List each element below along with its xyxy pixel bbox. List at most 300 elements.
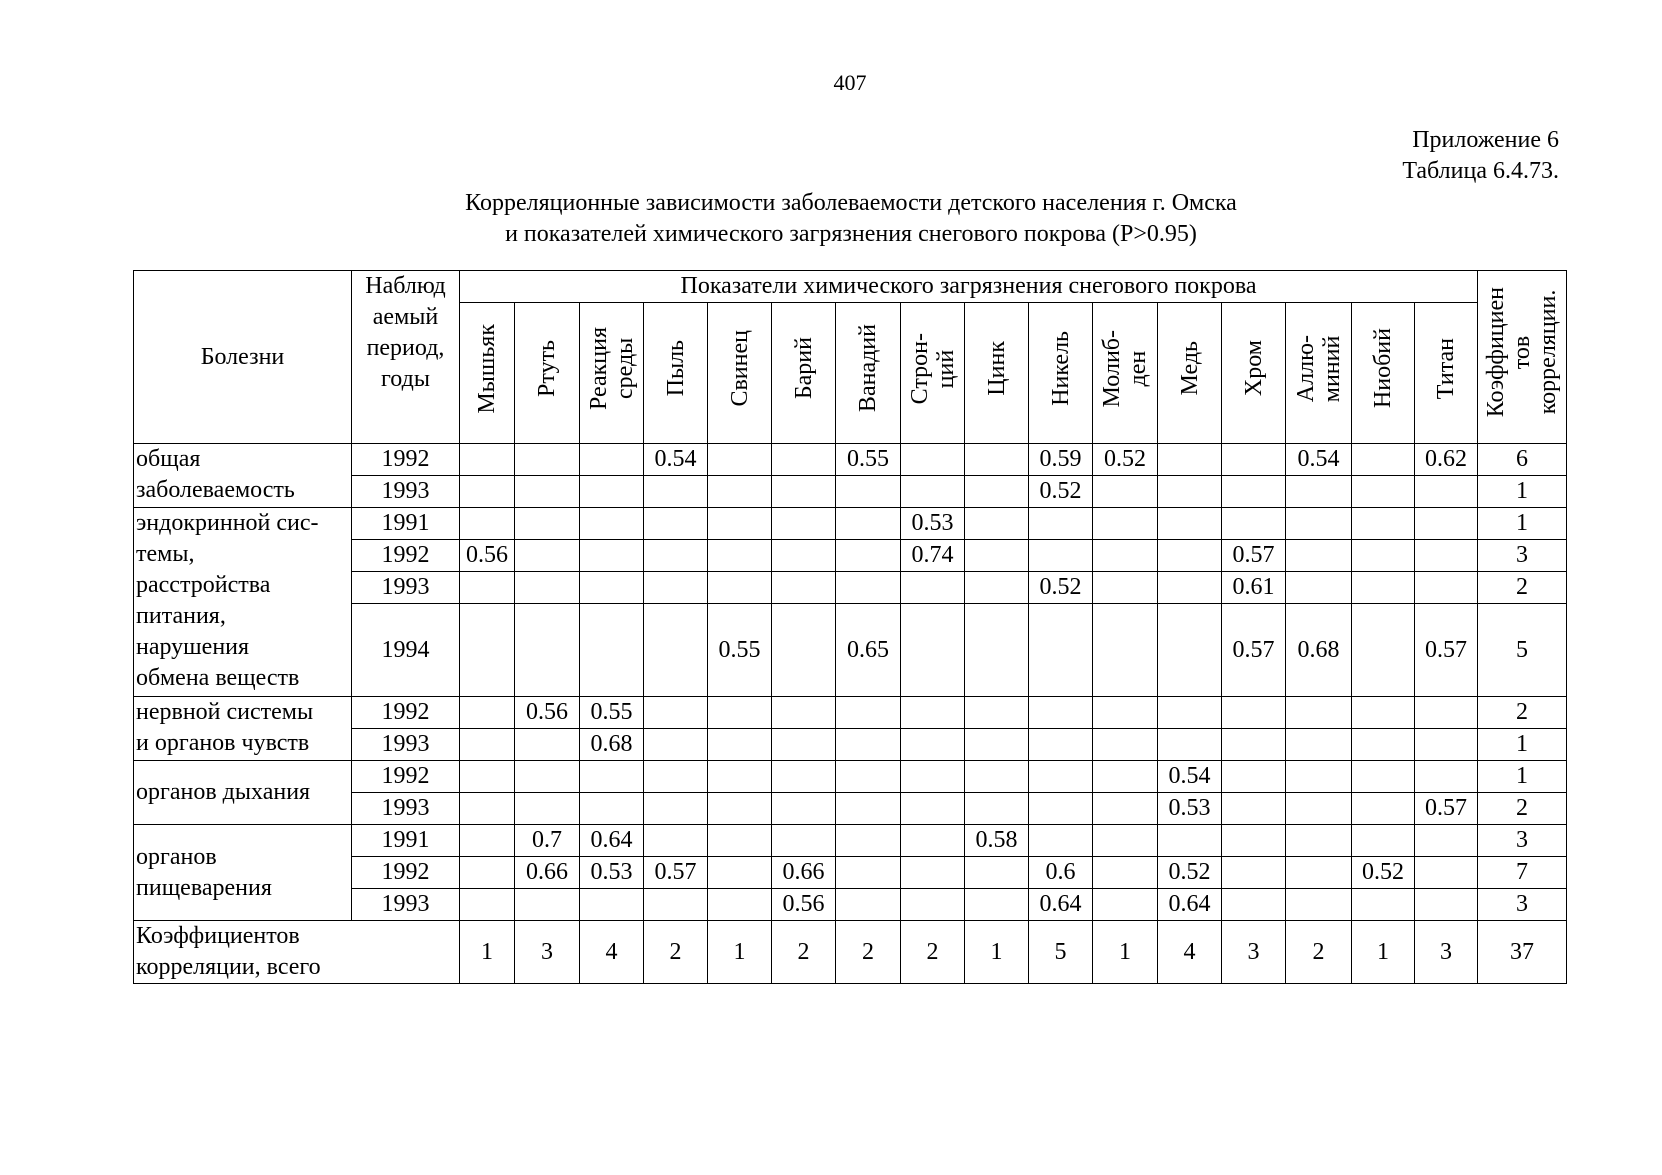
value-cell	[836, 508, 901, 540]
value-cell	[1352, 825, 1415, 857]
header-element: Никель	[1047, 331, 1074, 406]
value-cell	[644, 508, 708, 540]
value-cell: 0.52	[1352, 857, 1415, 889]
value-cell	[580, 572, 644, 604]
title-line-1: Корреляционные зависимости заболеваемости детского населения г. Омска	[465, 190, 1237, 216]
header-element: Ванадий	[855, 324, 881, 413]
value-cell: 0.52	[1029, 476, 1093, 508]
value-cell: 0.53	[901, 508, 965, 540]
value-cell	[772, 825, 836, 857]
value-cell	[515, 729, 580, 761]
table-row	[134, 444, 1567, 476]
value-cell	[772, 476, 836, 508]
header-element-cell	[460, 303, 515, 444]
value-cell	[644, 540, 708, 572]
value-cell	[1415, 889, 1478, 921]
value-cell: 0.64	[1158, 889, 1222, 921]
value-cell	[1029, 729, 1093, 761]
column-total-cell: 2	[772, 921, 836, 984]
value-cell	[460, 476, 515, 508]
row-total-cell: 7	[1478, 857, 1567, 889]
totals-row	[134, 921, 1567, 984]
header-element-cell	[1222, 303, 1286, 444]
column-total-cell: 1	[965, 921, 1029, 984]
value-cell	[1352, 729, 1415, 761]
header-element-cell	[836, 303, 901, 444]
disease-label: эндокринной сис- темы, расстройства питания, нарушения обмена веществ	[134, 508, 352, 697]
value-cell	[1029, 540, 1093, 572]
value-cell	[644, 604, 708, 697]
value-cell	[460, 793, 515, 825]
value-cell	[644, 825, 708, 857]
value-cell	[515, 761, 580, 793]
header-element-cell	[1093, 303, 1158, 444]
value-cell: 0.7	[515, 825, 580, 857]
value-cell	[1093, 761, 1158, 793]
value-cell	[1286, 540, 1352, 572]
disease-label: общая заболеваемость	[134, 444, 352, 508]
totals-label: Коэффициентов корреляции, всего	[134, 921, 460, 984]
value-cell	[1352, 889, 1415, 921]
value-cell	[708, 476, 772, 508]
value-cell: 0.54	[644, 444, 708, 476]
correlation-table	[133, 270, 1567, 984]
header-diseases: Болезни	[134, 271, 352, 444]
value-cell	[901, 825, 965, 857]
value-cell	[772, 508, 836, 540]
year-cell: 1993	[352, 476, 460, 508]
value-cell	[836, 857, 901, 889]
appendix-header	[1402, 125, 1559, 187]
value-cell	[965, 697, 1029, 729]
value-cell	[708, 825, 772, 857]
value-cell	[644, 761, 708, 793]
value-cell	[1029, 793, 1093, 825]
column-total-cell: 2	[901, 921, 965, 984]
disease-label: органов пищеварения	[134, 825, 352, 921]
column-total-cell: 2	[644, 921, 708, 984]
value-cell	[580, 604, 644, 697]
header-element: Медь	[1176, 341, 1203, 396]
value-cell: 0.57	[1415, 604, 1478, 697]
value-cell	[901, 697, 965, 729]
value-cell	[1093, 889, 1158, 921]
table-row	[134, 508, 1567, 540]
value-cell: 0.66	[772, 857, 836, 889]
column-total-cell: 1	[460, 921, 515, 984]
value-cell	[965, 572, 1029, 604]
year-cell: 1992	[352, 761, 460, 793]
value-cell	[965, 793, 1029, 825]
disease-label: органов дыхания	[134, 761, 352, 825]
value-cell	[1352, 476, 1415, 508]
value-cell	[1352, 697, 1415, 729]
value-cell	[965, 604, 1029, 697]
header-element-cell	[1286, 303, 1352, 444]
value-cell	[1093, 697, 1158, 729]
value-cell	[1093, 857, 1158, 889]
value-cell	[772, 793, 836, 825]
value-cell	[1222, 857, 1286, 889]
table-row	[134, 825, 1567, 857]
value-cell	[515, 889, 580, 921]
column-total-cell: 4	[580, 921, 644, 984]
column-total-cell: 2	[1286, 921, 1352, 984]
table-title	[0, 188, 1662, 250]
value-cell	[1222, 761, 1286, 793]
header-element-cell	[515, 303, 580, 444]
header-element-cell	[965, 303, 1029, 444]
value-cell	[515, 572, 580, 604]
value-cell	[1415, 761, 1478, 793]
value-cell	[460, 572, 515, 604]
row-total-cell: 3	[1478, 540, 1567, 572]
year-cell: 1994	[352, 604, 460, 697]
value-cell	[644, 572, 708, 604]
value-cell: 0.53	[1158, 793, 1222, 825]
value-cell	[708, 761, 772, 793]
value-cell	[1093, 604, 1158, 697]
value-cell: 0.65	[836, 604, 901, 697]
header-element-cell	[580, 303, 644, 444]
value-cell	[836, 697, 901, 729]
value-cell	[772, 729, 836, 761]
value-cell	[1222, 444, 1286, 476]
value-cell	[1158, 572, 1222, 604]
value-cell	[1093, 540, 1158, 572]
table-row	[134, 697, 1567, 729]
value-cell	[965, 729, 1029, 761]
value-cell	[1222, 729, 1286, 761]
value-cell	[1286, 572, 1352, 604]
value-cell	[708, 540, 772, 572]
value-cell	[708, 857, 772, 889]
value-cell: 0.53	[580, 857, 644, 889]
value-cell	[901, 604, 965, 697]
value-cell	[1415, 540, 1478, 572]
header-element-cell	[901, 303, 965, 444]
header-element: Аллю- миний	[1292, 334, 1345, 403]
value-cell	[1286, 857, 1352, 889]
row-total-cell: 2	[1478, 793, 1567, 825]
value-cell	[1093, 572, 1158, 604]
value-cell: 0.57	[1222, 604, 1286, 697]
value-cell	[644, 476, 708, 508]
value-cell	[1158, 825, 1222, 857]
header-element: Хром	[1240, 340, 1267, 397]
value-cell	[580, 444, 644, 476]
value-cell	[1222, 793, 1286, 825]
value-cell	[901, 444, 965, 476]
year-cell: 1991	[352, 508, 460, 540]
year-cell: 1993	[352, 889, 460, 921]
header-indicators: Показатели химического загрязнения снегового покрова	[460, 271, 1478, 303]
value-cell: 0.57	[1222, 540, 1286, 572]
value-cell: 0.54	[1286, 444, 1352, 476]
row-total-cell: 2	[1478, 572, 1567, 604]
value-cell	[772, 697, 836, 729]
row-total-cell: 1	[1478, 729, 1567, 761]
value-cell	[708, 572, 772, 604]
value-cell	[1415, 572, 1478, 604]
header-element: Мышьяк	[474, 323, 500, 414]
value-cell	[1286, 889, 1352, 921]
value-cell	[1352, 572, 1415, 604]
header-element: Ниобий	[1370, 328, 1396, 409]
value-cell	[1415, 857, 1478, 889]
value-cell	[644, 793, 708, 825]
value-cell	[772, 572, 836, 604]
value-cell	[1222, 889, 1286, 921]
value-cell	[836, 476, 901, 508]
value-cell	[1415, 476, 1478, 508]
year-cell: 1993	[352, 729, 460, 761]
value-cell	[708, 508, 772, 540]
value-cell	[1352, 761, 1415, 793]
value-cell	[965, 761, 1029, 793]
header-element-cell	[1029, 303, 1093, 444]
value-cell	[772, 761, 836, 793]
value-cell	[460, 889, 515, 921]
value-cell	[1415, 825, 1478, 857]
value-cell	[1222, 697, 1286, 729]
value-cell	[1093, 793, 1158, 825]
column-total-cell: 1	[1352, 921, 1415, 984]
value-cell: 0.57	[1415, 793, 1478, 825]
header-element-cell	[1158, 303, 1222, 444]
value-cell	[1352, 444, 1415, 476]
value-cell: 0.52	[1158, 857, 1222, 889]
value-cell	[901, 793, 965, 825]
value-cell: 0.55	[708, 604, 772, 697]
value-cell	[1286, 508, 1352, 540]
value-cell	[1222, 508, 1286, 540]
header-element: Цинк	[983, 341, 1010, 396]
row-total-cell: 3	[1478, 825, 1567, 857]
value-cell: 0.58	[965, 825, 1029, 857]
value-cell: 0.68	[1286, 604, 1352, 697]
column-total-cell: 1	[708, 921, 772, 984]
value-cell	[965, 857, 1029, 889]
header-element: Строн- ций	[906, 332, 959, 405]
row-total-cell: 5	[1478, 604, 1567, 697]
value-cell: 0.62	[1415, 444, 1478, 476]
value-cell	[1415, 729, 1478, 761]
year-cell: 1992	[352, 697, 460, 729]
value-cell	[515, 793, 580, 825]
value-cell: 0.64	[580, 825, 644, 857]
value-cell	[580, 761, 644, 793]
value-cell	[580, 508, 644, 540]
table-row	[134, 761, 1567, 793]
column-total-cell: 3	[1415, 921, 1478, 984]
year-cell: 1992	[352, 444, 460, 476]
value-cell	[1415, 697, 1478, 729]
value-cell	[772, 604, 836, 697]
value-cell: 0.64	[1029, 889, 1093, 921]
value-cell	[1029, 761, 1093, 793]
header-element-cell	[1415, 303, 1478, 444]
value-cell	[772, 444, 836, 476]
value-cell: 0.52	[1093, 444, 1158, 476]
header-element-cell	[772, 303, 836, 444]
value-cell	[965, 476, 1029, 508]
value-cell	[1029, 604, 1093, 697]
header-element: Реакция среды	[585, 326, 638, 410]
value-cell	[1352, 604, 1415, 697]
column-total-cell: 5	[1029, 921, 1093, 984]
value-cell	[644, 889, 708, 921]
value-cell	[1158, 729, 1222, 761]
value-cell	[1093, 508, 1158, 540]
value-cell: 0.66	[515, 857, 580, 889]
value-cell	[1029, 508, 1093, 540]
value-cell	[460, 604, 515, 697]
value-cell	[965, 444, 1029, 476]
value-cell: 0.54	[1158, 761, 1222, 793]
header-element: Молиб- ден	[1099, 329, 1151, 408]
year-cell: 1993	[352, 793, 460, 825]
header-coef-cell	[1478, 271, 1567, 444]
value-cell: 0.6	[1029, 857, 1093, 889]
value-cell	[1352, 540, 1415, 572]
header-element: Титан	[1433, 337, 1459, 400]
value-cell	[1158, 540, 1222, 572]
value-cell	[1222, 825, 1286, 857]
table-body	[134, 444, 1567, 984]
value-cell	[460, 825, 515, 857]
value-cell	[965, 508, 1029, 540]
row-total-cell: 2	[1478, 697, 1567, 729]
value-cell	[515, 540, 580, 572]
value-cell: 0.61	[1222, 572, 1286, 604]
value-cell	[580, 793, 644, 825]
value-cell: 0.56	[772, 889, 836, 921]
value-cell	[644, 697, 708, 729]
value-cell	[708, 793, 772, 825]
value-cell	[1286, 476, 1352, 508]
value-cell	[580, 889, 644, 921]
value-cell	[708, 889, 772, 921]
row-total-cell: 1	[1478, 476, 1567, 508]
value-cell	[1158, 476, 1222, 508]
value-cell	[836, 540, 901, 572]
row-total-cell: 3	[1478, 889, 1567, 921]
table-ref: Таблица 6.4.73.	[1402, 158, 1559, 184]
header-element-cell	[644, 303, 708, 444]
value-cell	[836, 729, 901, 761]
value-cell	[1286, 697, 1352, 729]
value-cell	[1286, 825, 1352, 857]
value-cell	[460, 761, 515, 793]
grand-total-cell: 37	[1478, 921, 1567, 984]
value-cell	[1286, 729, 1352, 761]
value-cell	[901, 761, 965, 793]
value-cell	[460, 697, 515, 729]
title-line-2: и показателей химического загрязнения снегового покрова (Р>0.95)	[505, 221, 1197, 247]
value-cell	[1222, 476, 1286, 508]
header-coef: Коэффициен тов корреляции.	[1483, 287, 1561, 418]
year-cell: 1992	[352, 540, 460, 572]
value-cell	[1352, 508, 1415, 540]
value-cell: 0.56	[515, 697, 580, 729]
header-element: Пыль	[662, 340, 689, 397]
value-cell: 0.68	[580, 729, 644, 761]
value-cell	[1286, 793, 1352, 825]
value-cell	[836, 825, 901, 857]
value-cell	[901, 889, 965, 921]
value-cell	[1352, 793, 1415, 825]
value-cell: 0.59	[1029, 444, 1093, 476]
value-cell: 0.55	[580, 697, 644, 729]
value-cell	[1286, 761, 1352, 793]
header-period: Наблюд аемый период, годы	[352, 271, 460, 444]
value-cell: 0.52	[1029, 572, 1093, 604]
column-total-cell: 3	[515, 921, 580, 984]
value-cell: 0.56	[460, 540, 515, 572]
value-cell: 0.57	[644, 857, 708, 889]
appendix-label: Приложение 6	[1412, 127, 1559, 153]
column-total-cell: 1	[1093, 921, 1158, 984]
row-total-cell: 1	[1478, 761, 1567, 793]
value-cell	[708, 729, 772, 761]
value-cell	[1415, 508, 1478, 540]
value-cell	[965, 889, 1029, 921]
disease-label: нервной системы и органов чувств	[134, 697, 352, 761]
value-cell	[515, 604, 580, 697]
value-cell	[836, 761, 901, 793]
value-cell	[1093, 729, 1158, 761]
year-cell: 1992	[352, 857, 460, 889]
value-cell	[1158, 444, 1222, 476]
page-number: 407	[833, 70, 867, 95]
value-cell	[1158, 697, 1222, 729]
value-cell	[515, 476, 580, 508]
value-cell	[644, 729, 708, 761]
value-cell	[836, 793, 901, 825]
value-cell	[460, 729, 515, 761]
value-cell	[460, 444, 515, 476]
column-total-cell: 4	[1158, 921, 1222, 984]
header-element-cell	[708, 303, 772, 444]
value-cell: 0.74	[901, 540, 965, 572]
value-cell	[1093, 476, 1158, 508]
value-cell	[1158, 508, 1222, 540]
value-cell	[965, 540, 1029, 572]
year-cell: 1991	[352, 825, 460, 857]
value-cell	[901, 572, 965, 604]
value-cell	[580, 540, 644, 572]
row-total-cell: 6	[1478, 444, 1567, 476]
value-cell	[901, 476, 965, 508]
column-total-cell: 2	[836, 921, 901, 984]
value-cell	[1029, 825, 1093, 857]
header-element: Свинец	[726, 330, 753, 407]
year-cell: 1993	[352, 572, 460, 604]
value-cell	[580, 476, 644, 508]
value-cell	[836, 572, 901, 604]
value-cell	[515, 444, 580, 476]
header-element: Барий	[790, 337, 817, 400]
value-cell	[836, 889, 901, 921]
row-total-cell: 1	[1478, 508, 1567, 540]
value-cell	[708, 444, 772, 476]
column-total-cell: 3	[1222, 921, 1286, 984]
value-cell	[460, 508, 515, 540]
value-cell	[901, 857, 965, 889]
value-cell	[515, 508, 580, 540]
header-element: Ртуть	[534, 340, 560, 397]
